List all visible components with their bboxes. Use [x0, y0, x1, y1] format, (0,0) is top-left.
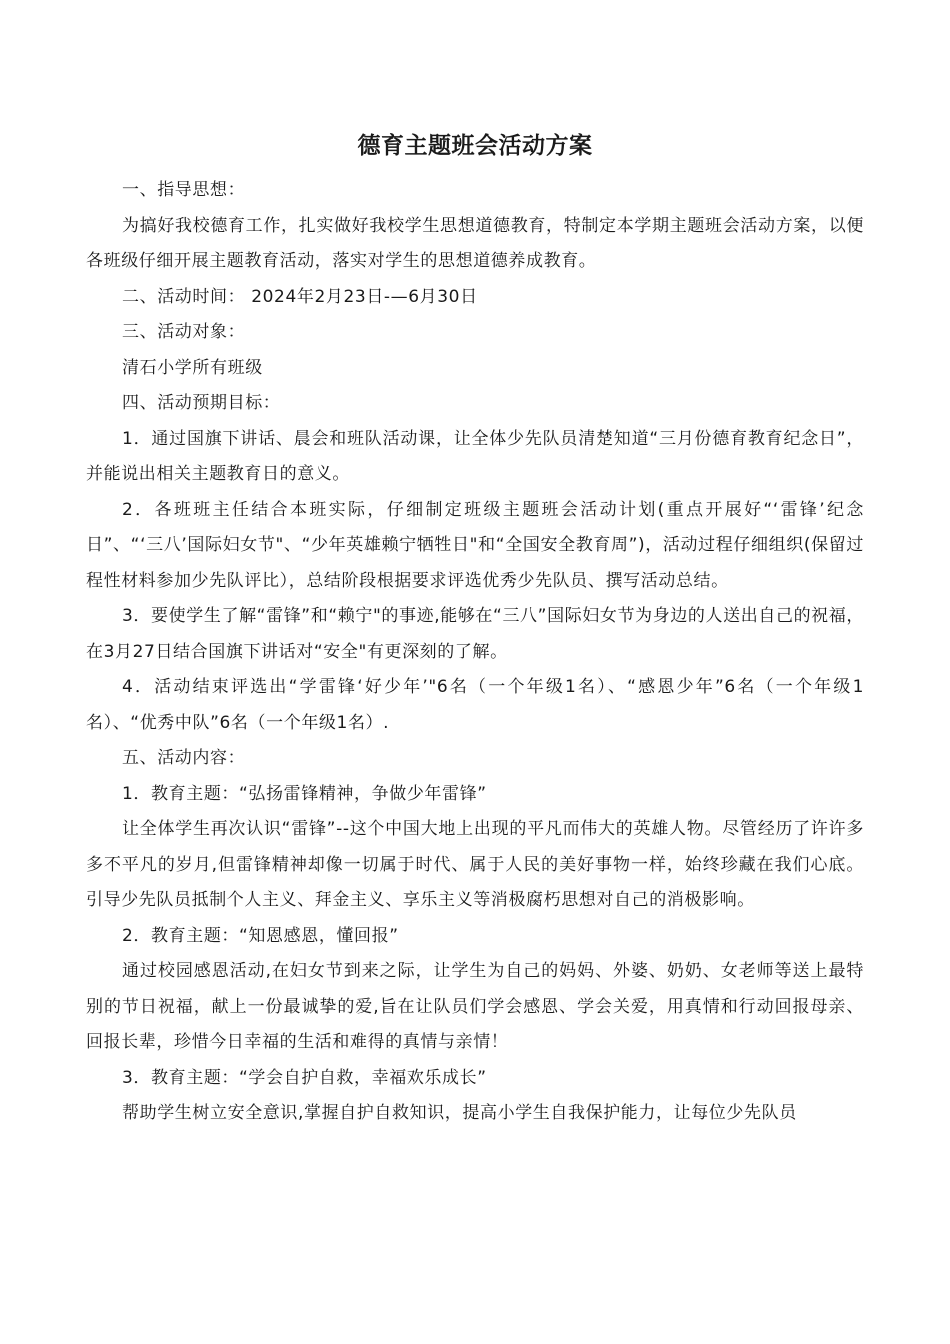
theme-1-paragraph: 让全体学生再次认识“雷锋”--这个中国大地上出现的平凡而伟大的英雄人物。尽管经历了许许多多不平凡的岁月,但雷锋精神却像一切属于时代、属于人民的美好事物一样，始终珍藏在我们心底。引导少先队员抵制个人主义、拜金主义、享乐主义等消极腐朽思想对自己的消极影响。 — [86, 819, 864, 910]
heading-activity-content: 五、活动内容： — [122, 748, 246, 768]
goal-item-1: 1．通过国旗下讲话、晨会和班队活动课，让全体少先队员清楚知道“三月份德育教育纪念日”，并能说出相关主题教育日的意义。 — [86, 428, 864, 484]
heading-guiding-thought: 一、指导思想： — [122, 180, 246, 200]
theme-2-heading: 2．教育主题：“知恩感恩，懂回报” — [122, 925, 399, 946]
theme-2-paragraph: 通过校园感恩活动,在妇女节到来之际，让学生为自己的妈妈、外婆、奶奶、女老师等送上最特别的节日祝福，献上一份最诚挚的爱,旨在让队员们学会感恩、学会关爱，用真情和行动回报母亲、回报长辈，珍惜今日幸福的生活和难得的真情与亲情！ — [86, 961, 864, 1052]
goal-item-4: 4．活动结束评选出“学雷锋‘好少年’"6名（一个年级1名）、“感恩少年”6名（一个年级1名）、“优秀中队”6名（一个年级1名）. — [86, 677, 864, 733]
document-title: 德育主题班会活动方案 — [357, 133, 593, 159]
heading-activity-target: 三、活动对象： — [122, 322, 246, 342]
paragraph-activity-target: 清石小学所有班级 — [122, 357, 263, 378]
theme-1-heading: 1．教育主题：“弘扬雷锋精神，争做少年雷锋” — [122, 783, 487, 804]
theme-3-heading: 3．教育主题：“学会自护自救，幸福欢乐成长” — [122, 1067, 487, 1088]
document-page — [86, 128, 864, 1132]
heading-expected-goals: 四、活动预期目标： — [122, 393, 281, 413]
heading-activity-time: 二、活动时间： 2024年2月23日-—6月30日 — [122, 286, 478, 307]
goal-item-3: 3．要使学生了解“雷锋”和“赖宁"的事迹,能够在“三八”国际妇女节为身边的人送出自己的祝福，在3月27日结合国旗下讲话对“安全"有更深刻的了解。 — [86, 606, 864, 662]
goal-item-2: 2．各班班主任结合本班实际，仔细制定班级主题班会活动计划(重点开展好“‘雷锋’纪念日”、“‘三八’国际妇女节"、“少年英雄赖宁牺牲日"和“全国安全教育周”)，活动过程仔细组织(保留过程性材料参加少先队评比），总结阶段根据要求评选优秀少先队员、撰写活动总结。 — [86, 499, 864, 591]
paragraph-guiding-thought: 为搞好我校德育工作，扎实做好我校学生思想道德教育，特制定本学期主题班会活动方案，以便各班级仔细开展主题教育活动，落实对学生的思想道德养成教育。 — [86, 215, 864, 271]
theme-3-paragraph: 帮助学生树立安全意识,掌握自护自救知识，提高小学生自我保护能力，让每位少先队员 — [122, 1103, 797, 1123]
